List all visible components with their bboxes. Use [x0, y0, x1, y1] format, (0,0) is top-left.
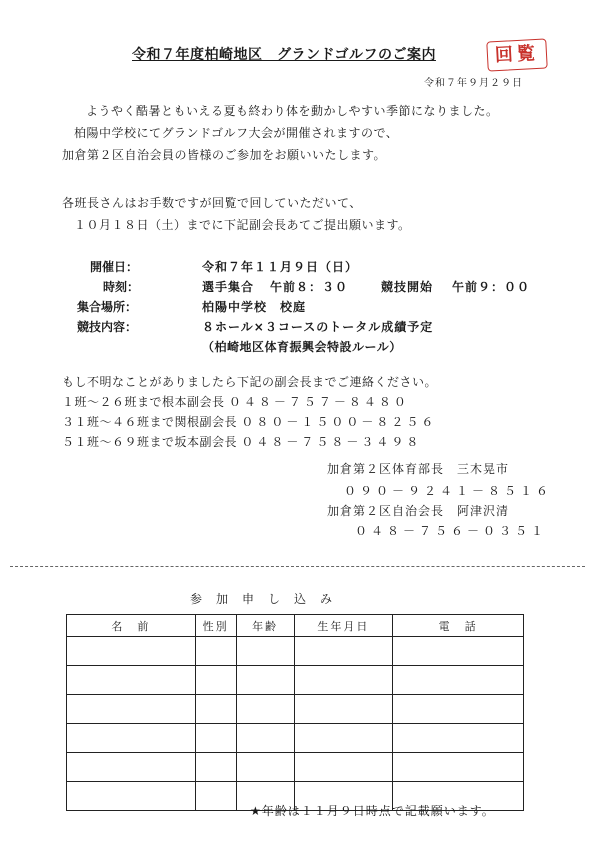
age-cell[interactable]	[236, 666, 294, 695]
event-place-label: 集合場所：	[77, 300, 138, 314]
table-header-row	[67, 615, 524, 637]
document-date: 令和７年９月２９日	[424, 78, 523, 89]
event-content-value: ８ホール×３コースのトータル成績予定	[202, 320, 434, 334]
age-cell[interactable]	[236, 753, 294, 782]
request-paragraph	[62, 192, 411, 236]
contact-tel: ０４８－７５７－８４８０	[228, 395, 409, 409]
phone-cell[interactable]	[393, 724, 524, 753]
age-cell[interactable]	[236, 637, 294, 666]
birthdate-cell[interactable]	[294, 637, 393, 666]
event-time-label: 時刻：	[103, 280, 140, 294]
gender-cell[interactable]	[195, 695, 236, 724]
birthdate-cell[interactable]	[294, 666, 393, 695]
name-cell[interactable]	[67, 637, 196, 666]
gather-label: 選手集合	[202, 280, 255, 294]
gender-cell[interactable]	[195, 637, 236, 666]
contact-row	[62, 412, 437, 432]
birthdate-cell[interactable]	[294, 753, 393, 782]
association-president-tel: ０４８－７５６－０３５１	[355, 524, 548, 538]
name-cell[interactable]	[67, 753, 196, 782]
circulation-stamp: 回覧	[486, 38, 547, 71]
document-title: 令和７年度柏崎地区 グランドゴルフのご案内	[132, 47, 436, 63]
contact-row	[62, 432, 437, 452]
age-cell[interactable]	[236, 695, 294, 724]
event-date-label: 開催日：	[90, 260, 139, 274]
phone-cell[interactable]	[393, 637, 524, 666]
intro-paragraph	[62, 100, 499, 166]
gender-cell[interactable]	[195, 782, 236, 811]
association-president-name: 加倉第２区自治会長 阿津沢清	[327, 504, 510, 518]
table-row	[67, 753, 524, 782]
event-content-label: 競技内容：	[77, 320, 138, 334]
contact-range: １班～２６班まで根本副会長	[62, 395, 225, 409]
intro-line-2: 柏陽中学校にてグランドゴルフ大会が開催されますので、	[74, 126, 399, 140]
name-cell[interactable]	[67, 695, 196, 724]
contact-range: ３１班～４６班まで関根副会長	[62, 415, 238, 429]
contact-tel: ０８０－１５００－８２５６	[241, 415, 437, 429]
column-phone: 電 話	[393, 615, 524, 637]
cut-line	[10, 566, 585, 567]
phone-cell[interactable]	[393, 695, 524, 724]
table-row	[67, 666, 524, 695]
column-name: 名 前	[67, 615, 196, 637]
event-date-value: 令和７年１１月９日（日）	[202, 260, 359, 274]
event-place-value: 柏陽中学校 校庭	[202, 300, 307, 314]
contact-range: ５１班～６９班まで坂本副会長	[62, 435, 238, 449]
start-time: 午前９：００	[452, 280, 531, 294]
column-birthdate: 生年月日	[294, 615, 393, 637]
contacts-block	[62, 372, 437, 452]
intro-line-1: ようやく酷暑ともいえる夏も終わり体を動かしやすい季節になりました。	[86, 104, 499, 118]
intro-line-3: 加倉第２区自治会員の皆様のご参加をお願いいたします。	[62, 148, 387, 162]
phone-cell[interactable]	[393, 666, 524, 695]
contacts-intro: もし不明なことがありましたら下記の副会長までご連絡ください。	[62, 375, 438, 389]
contact-tel: ０４８－７５８－３４９８	[241, 435, 422, 449]
request-line-2: １０月１８日（土）までに下記副会長あてご提出願います。	[74, 218, 411, 232]
sports-director-name: 加倉第２区体育部長 三木晃市	[327, 462, 510, 476]
gender-cell[interactable]	[195, 724, 236, 753]
gather-time: 午前８：３０	[270, 280, 349, 294]
phone-cell[interactable]	[393, 753, 524, 782]
gender-cell[interactable]	[195, 753, 236, 782]
application-table	[66, 614, 524, 811]
table-row	[67, 724, 524, 753]
birthdate-cell[interactable]	[294, 695, 393, 724]
sports-director-tel: ０９０－９２４１－８５１６	[344, 484, 553, 498]
gender-cell[interactable]	[195, 666, 236, 695]
name-cell[interactable]	[67, 724, 196, 753]
request-line-1: 各班長さんはお手数ですが回覧で回していただいて、	[62, 196, 362, 210]
age-note: ★年齢は１１月９日時点で記載願います。	[250, 804, 495, 818]
name-cell[interactable]	[67, 782, 196, 811]
birthdate-cell[interactable]	[294, 724, 393, 753]
application-title: 参加申し込み	[190, 592, 347, 606]
column-gender: 性別	[195, 615, 236, 637]
column-age: 年齢	[236, 615, 294, 637]
name-cell[interactable]	[67, 666, 196, 695]
table-row	[67, 637, 524, 666]
table-row	[67, 695, 524, 724]
contact-row	[62, 392, 437, 412]
start-label: 競技開始	[381, 280, 434, 294]
age-cell[interactable]	[236, 724, 294, 753]
event-content-note: （柏崎地区体育振興会特設ルール）	[202, 340, 402, 354]
